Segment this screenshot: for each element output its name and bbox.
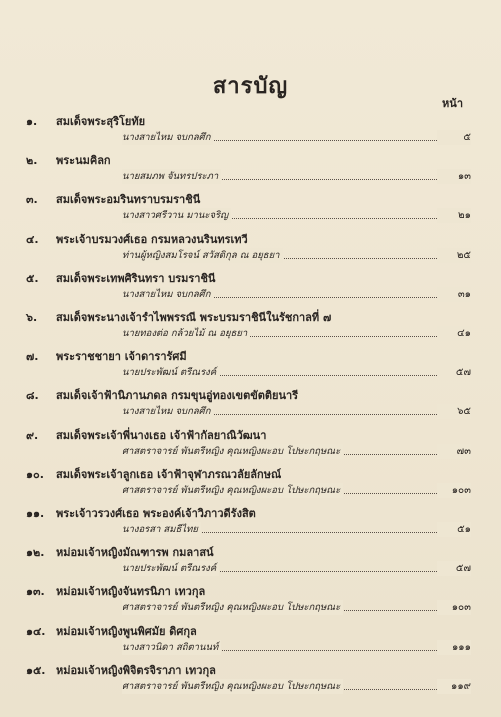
toc-entry-title-text: สมเด็จพระอมรินทราบรมราชินี: [56, 193, 201, 207]
toc-entry: [0, 582, 501, 622]
toc-entry-number: ๒.: [26, 154, 38, 168]
toc-entry-title-text: สมเด็จพระนางเจ้ารำไพพรรณี พระบรมราชินีในรัชกาลที่ ๗: [56, 311, 332, 324]
toc-entry-title-text: หม่อมเจ้าหญิงมัณฑารพ กมลาสน์: [56, 546, 214, 560]
toc-entry-page: ๒๑: [437, 208, 471, 223]
toc-entry: [0, 308, 501, 348]
toc-entry-number: ๑๓.: [26, 585, 45, 599]
toc-entry-page: ๑๓: [437, 169, 471, 184]
toc-entry-title-text: หม่อมเจ้าหญิงจันทรนิภา เทวกุล: [56, 585, 206, 599]
toc-entry-page: ๗๓: [437, 444, 471, 459]
toc-entry-author: นางสายไหม จบกลศึก: [122, 287, 213, 302]
toc-entry-title-text: สมเด็จพระเจ้าพี่นางเธอ เจ้าฟ้ากัลยาณิวัฒนา: [56, 428, 267, 442]
toc-entry: [0, 230, 501, 270]
toc-entry-page: ๕: [437, 130, 471, 145]
toc-entry-number: ๖.: [26, 311, 38, 324]
toc-entry: [0, 543, 501, 583]
toc-entry-title: [26, 622, 197, 640]
toc-entry-author: นางสายไหม จบกลศึก: [122, 130, 213, 145]
toc-entry-page: ๕๗: [437, 561, 471, 576]
toc-entry-page: ๑๑๙: [437, 679, 471, 694]
toc-entry-author: นางสาวศรีวาน มานะจริญ: [122, 208, 231, 223]
toc-entry-title: [26, 504, 256, 522]
toc-entry-author: นางสายไหม จบกลศึก: [122, 404, 213, 419]
toc-entry: [0, 661, 501, 701]
toc-entry-page: ๓๑: [437, 287, 471, 302]
toc-entry: [0, 426, 501, 466]
toc-entry: [0, 269, 501, 309]
toc-entry-number: ๑๔.: [26, 624, 46, 638]
toc-entry-title: [26, 543, 214, 561]
toc-entry-author: ท่านผู้หญิงสมโรจน์ สวัสดิกุล ณ อยุธยา: [122, 248, 283, 263]
toc-entry-title: [26, 386, 298, 404]
toc-entry-author: นางอรสา สมธีไทย: [122, 522, 201, 537]
toc-entry-author: นายทองต่อ กล้วยไม้ ณ อยุธยา: [122, 326, 250, 341]
toc-entry-title-text: สมเด็จเจ้าฟ้านิภานภดล กรมขุนอู่ทองเขตขัตติยนารี: [56, 389, 299, 403]
toc-entry-title-text: พระราชชายา เจ้าดารารัศมี: [56, 350, 187, 364]
toc-entry-author: นายประพัฒน์ ตรีณรงค์: [122, 561, 219, 576]
toc-entry: [0, 151, 501, 191]
toc-entry-number: ๑๑.: [26, 507, 45, 520]
toc-entry-page: ๕๗: [437, 365, 471, 380]
toc-entry-page: ๒๕: [437, 248, 471, 263]
toc-entry-title: [26, 230, 248, 248]
toc-entry-page: ๑๐๓: [437, 600, 471, 615]
toc-entry-author: นางสาวนิดา สถิตานนท์: [122, 640, 221, 655]
toc-entry-number: ๕.: [26, 271, 39, 285]
toc-entry-page: ๖๕: [437, 404, 471, 419]
toc-entry: [0, 347, 501, 387]
toc-entry-author: ศาสตราจารย์ พันตรีหญิง คุณหญิงผะอบ โปษะกฤษณะ: [122, 444, 343, 459]
toc-entry-author: ศาสตราจารย์ พันตรีหญิง คุณหญิงผะอบ โปษะกฤษณะ: [122, 679, 343, 694]
toc-entry-author: นายสมภพ จันทรประภา: [122, 169, 221, 184]
toc-entry-author: นายประพัฒน์ ตรีณรงค์: [122, 365, 219, 380]
toc-entry-title: [26, 426, 266, 444]
toc-entry-title: [26, 151, 111, 169]
toc-entry-number: ๑๐.: [26, 467, 44, 481]
toc-entry: [0, 190, 501, 230]
toc-entry-page: ๑๐๓: [437, 483, 471, 498]
toc-entry-title-text: สมเด็จพระสุริโยทัย: [56, 115, 146, 128]
toc-entry-author: ศาสตราจารย์ พันตรีหญิง คุณหญิงผะอบ โปษะกฤษณะ: [122, 483, 343, 498]
toc-entry-title-text: หม่อมเจ้าหญิงพิจิตรจิราภา เทวกุล: [56, 663, 216, 677]
page-title: สารบัญ: [212, 73, 289, 99]
toc-entry-number: ๑๕.: [26, 663, 46, 677]
toc-entry-title: [26, 112, 145, 130]
toc-entry-title-text: พระนมคิลก: [56, 154, 111, 168]
toc-entry-title: [26, 269, 215, 287]
toc-entry-page: ๕๑: [437, 522, 471, 537]
toc-entry-number: ๘.: [26, 389, 39, 403]
toc-entry-title-text: พระเจ้าบรมวงศ์เธอ กรมหลวงนรินทรเทวี: [56, 232, 248, 246]
toc-entry: [0, 386, 501, 426]
toc-entry-number: ๙.: [26, 428, 39, 442]
toc-entry-number: ๑๒.: [26, 546, 45, 560]
toc-entry-title: [26, 308, 331, 326]
toc-entry-title: [26, 582, 205, 600]
toc-entry: [0, 112, 501, 152]
toc-entry-number: ๓.: [26, 193, 38, 207]
toc-entry-number: ๔.: [26, 232, 39, 246]
toc-entry-number: ๑.: [26, 115, 38, 128]
toc-entry-title-text: พระเจ้าวรวงศ์เธอ พระองค์เจ้าวิภาวดีรังสิต: [56, 507, 256, 520]
toc-entry-number: ๗.: [26, 350, 39, 364]
toc-entry-title: [26, 190, 200, 208]
page-column-label: หน้า: [442, 97, 463, 110]
toc-entry-title: [26, 661, 216, 679]
toc-entry: [0, 622, 501, 662]
toc-entry-title: [26, 347, 187, 365]
toc-entry: [0, 465, 501, 505]
toc-entry-page: ๑๑๑: [437, 640, 471, 655]
toc-entry: [0, 504, 501, 544]
toc-entry-title-text: สมเด็จพระเจ้าลูกเธอ เจ้าฟ้าจุฬาภรณวลัยลักษณ์: [56, 467, 282, 481]
toc-entry-title-text: สมเด็จพระเทพศิรินทรา บรมราชินี: [56, 271, 216, 285]
toc-entry-page: ๔๑: [437, 326, 471, 341]
toc-entry-title: [26, 465, 281, 483]
toc-entry-author: ศาสตราจารย์ พันตรีหญิง คุณหญิงผะอบ โปษะกฤษณะ: [122, 600, 343, 615]
toc-entry-title-text: หม่อมเจ้าหญิงพูนพิศมัย ดิศกุล: [56, 624, 197, 638]
